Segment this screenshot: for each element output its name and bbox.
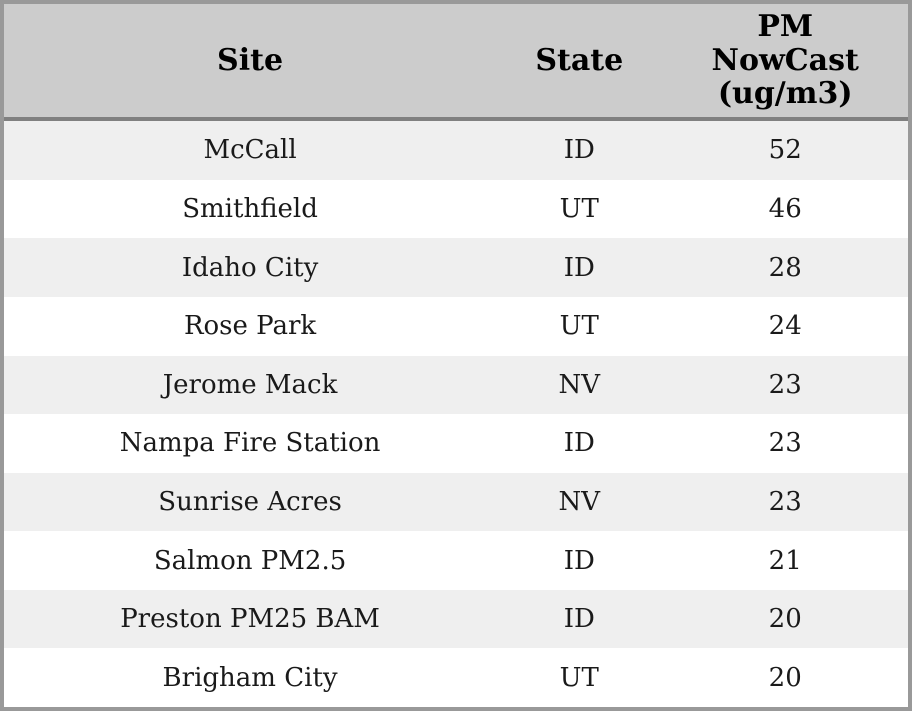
cell-site: Sunrise Acres	[158, 486, 342, 517]
cell-pm-nowcast: 46	[768, 194, 802, 225]
cell-site: Preston PM25 BAM	[120, 604, 380, 635]
cell-pm-nowcast: 23	[768, 369, 802, 400]
pm-nowcast-table	[4, 4, 908, 707]
cell-state: UT	[559, 662, 599, 693]
cell-site: Brigham City	[162, 662, 338, 693]
cell-state: ID	[563, 252, 595, 283]
cell-state: ID	[563, 135, 595, 166]
table-row	[4, 238, 908, 297]
cell-pm-nowcast: 28	[768, 252, 802, 283]
cell-state: ID	[563, 604, 595, 635]
column-header-site: Site	[4, 4, 496, 119]
cell-state: ID	[563, 428, 595, 459]
cell-pm-nowcast: 20	[768, 662, 802, 693]
table-body	[4, 119, 908, 707]
table-row	[4, 473, 908, 532]
column-header-pm-nowcast-line3: (ug/m3)	[717, 76, 853, 112]
table-header-row	[4, 4, 908, 119]
column-header-pm-nowcast-line1: PM	[757, 9, 814, 44]
table-row	[4, 297, 908, 356]
cell-site: Jerome Mack	[162, 369, 338, 400]
table-row	[4, 531, 908, 590]
cell-site: Nampa Fire Station	[119, 428, 381, 459]
cell-site: Rose Park	[183, 311, 317, 342]
table-row	[4, 590, 908, 649]
cell-pm-nowcast: 23	[768, 486, 802, 517]
table-row	[4, 648, 908, 707]
table-row	[4, 356, 908, 415]
cell-site: Idaho City	[181, 252, 319, 283]
column-header-pm-nowcast	[662, 4, 908, 119]
cell-state: NV	[558, 369, 601, 400]
table-row	[4, 414, 908, 473]
table-header	[4, 4, 908, 119]
cell-pm-nowcast: 24	[768, 311, 802, 342]
cell-site: Smithfield	[182, 194, 318, 225]
cell-state: NV	[558, 486, 601, 517]
cell-state: ID	[563, 545, 595, 576]
cell-pm-nowcast: 20	[768, 604, 802, 635]
cell-state: UT	[559, 311, 599, 342]
column-header-state: State	[496, 4, 662, 119]
cell-state: UT	[559, 194, 599, 225]
table-row	[4, 119, 908, 180]
column-header-pm-nowcast-line2: NowCast	[711, 42, 859, 78]
table-row	[4, 180, 908, 239]
cell-site: McCall	[203, 135, 297, 166]
cell-pm-nowcast: 21	[768, 545, 802, 576]
cell-site: Salmon PM2.5	[153, 545, 347, 576]
cell-pm-nowcast: 23	[768, 428, 802, 459]
cell-pm-nowcast: 52	[768, 135, 802, 166]
